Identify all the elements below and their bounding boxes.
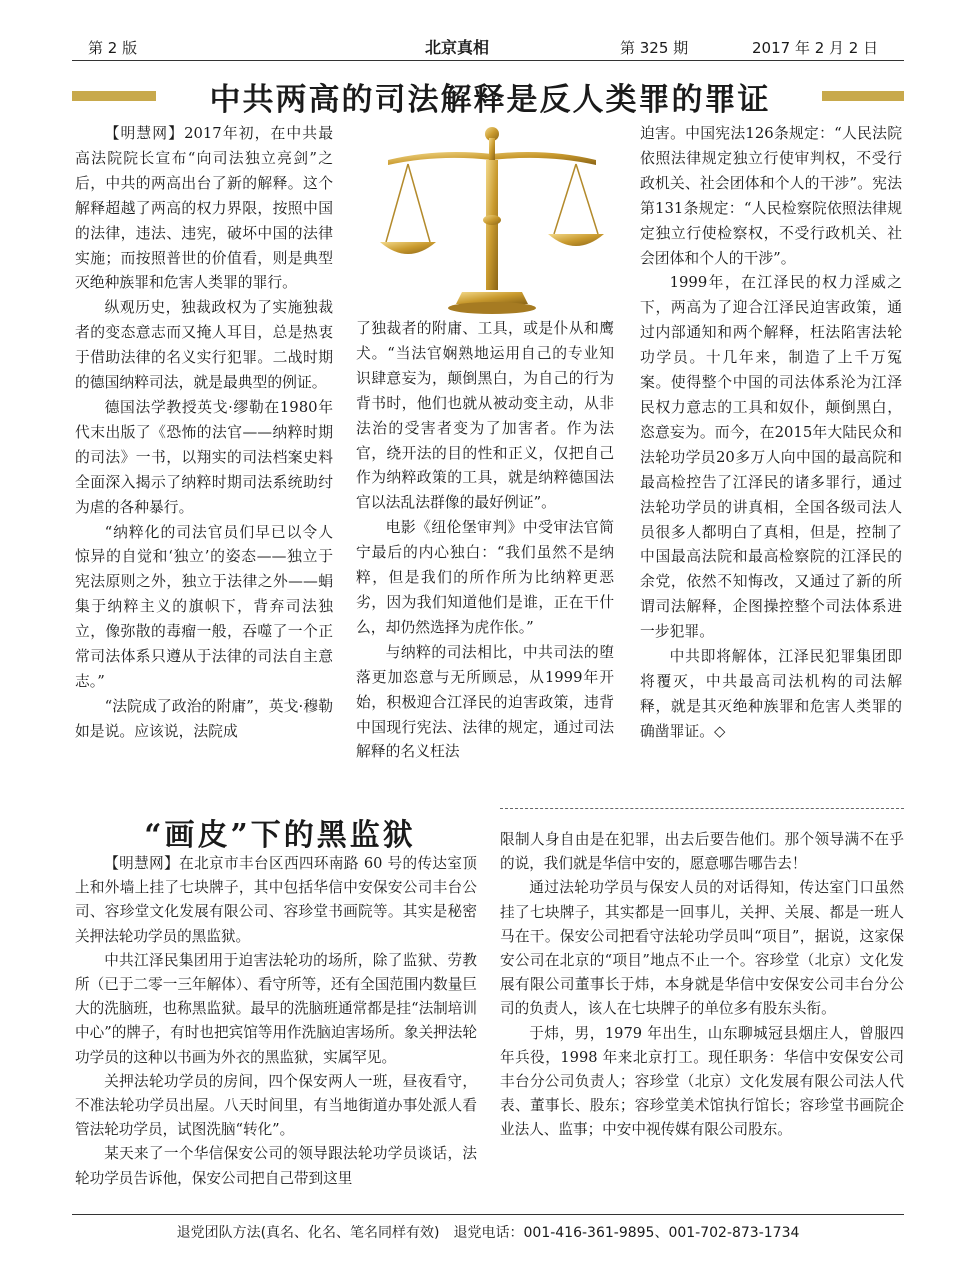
- paragraph: 1999年，在江泽民的权力淫威之下，两高为了迎合江泽民迫害政策，通过内部通知和两个解释，枉法陷害法轮功学员。十几年来，制造了上千万冤案。使得整个中国的司法体系沦为江泽民权力意志的工具和奴仆，颠倒黑白，恣意妄为。而今，在2015年大陆民众和法轮功学员20多万人向中国的最高院和最高检控告了江泽民的诸多罪行，通过法轮功学员的讲真相，全国各级司法人员很多人都明白了真相，但是，控制了中国最高法院和最高检察院的江泽民的余党，依然不知悔改，又通过了新的所谓司法解释，企图操控整个司法体系进一步犯罪。: [640, 274, 902, 641]
- issue-number: 第 325 期: [620, 39, 689, 57]
- paragraph: 与纳粹的司法相比，中共司法的堕落更加恣意与无所顾忌，从1999年开始，积极迎合江泽民的迫害政策，违背中国现行宪法、法律的规定，通过司法解释的名义枉法: [356, 643, 614, 761]
- paragraph: 【明慧网】2017年初，在中共最高法院院长宣布“向司法独立亮剑”之后，中共的两高出台了新的解释。这个解释超越了两高的权力界限，按照中国的法律，违法、违宪，破坏中国的法律实施；而按照普世的价值看，则是典型灭绝种族罪和危害人类罪的罪行。: [75, 125, 333, 292]
- issue-date: 2017 年 2 月 2 日: [752, 39, 879, 57]
- paper-name: 北京真相: [425, 38, 490, 57]
- paragraph: 某天来了一个华信保安公司的领导跟法轮功学员谈话，法轮功学员告诉他，保安公司把自己带到这里: [75, 1145, 477, 1187]
- article1-column-3: [640, 122, 902, 745]
- title-bar-right: [822, 91, 904, 101]
- paragraph: “法院成了政治的附庸”，英戈·穆勒如是说。应该说，法院成: [75, 697, 333, 740]
- article1-title: 中共两高的司法解释是反人类罪的罪证: [209, 82, 771, 118]
- paragraph: 中共江泽民集团用于迫害法轮功的场所，除了监狱、劳教所（已于二零一三年解体）、看守所等，还有全国范围内数量巨大的洗脑班，也称黑监狱。最早的洗脑班通常都是挂“法制培训中心”的牌子，有时也把宾馆等用作洗脑迫害场所。象关押法轮功学员的这种以书画为外衣的黑监狱，实属罕见。: [75, 951, 477, 1066]
- article1-column-2: [356, 317, 614, 765]
- paragraph: 中共即将解体，江泽民犯罪集团即将覆灭，中共最高司法机构的司法解释，就是其灭绝种族罪和危害人类罪的确凿罪证。◇: [640, 648, 902, 740]
- paragraph: 德国法学教授英戈·缪勒在1980年代末出版了《恐怖的法官——纳粹时期的司法》一书，以翔实的司法档案史料全面深入揭示了纳粹时期司法系统助纣为虐的各种暴行。: [75, 398, 333, 516]
- article2-title: “画皮”下的黑监狱: [144, 818, 416, 853]
- paragraph: 电影《纽伦堡审判》中受审法官简宁最后的内心独白：“我们虽然不是纳粹，但是我们的所作所为比纳粹更恶劣，因为我们知道他们是谁，正在干什么，却仍然选择为虎作伥。”: [356, 519, 614, 636]
- article1-column-1: [75, 122, 333, 745]
- article2-column-2: [500, 828, 904, 1143]
- paragraph: 【明慧网】在北京市丰台区西四环南路 60 号的传达室顶上和外墙上挂了七块牌子，其中包括华信中安保安公司丰台公司、容珍堂文化发展有限公司、容珍堂书画院等。其实是秘密关押法轮功学员的黑监狱。: [75, 855, 477, 945]
- paragraph: 关押法轮功学员的房间，四个保安两人一班，昼夜看守，不准法轮功学员出屋。八天时间里，有当地街道办事处派人看管法轮功学员，试图洗脑“转化”。: [75, 1072, 477, 1139]
- paragraph: 迫害。中国宪法126条规定：“人民法院依照法律规定独立行使审判权，不受行政机关、社会团体和个人的干涉”。宪法第131条规定：“人民检察院依照法律规定独立行使检察权，不受行政机关、社会团体和个人的干涉”。: [640, 125, 902, 267]
- footer-rule: [72, 1214, 904, 1215]
- title-bar-left: [72, 91, 156, 101]
- paragraph: 于炜，男，1979 年出生，山东聊城冠县烟庄人，曾服四年兵役，1998 年来北京打工。现任职务：华信中安保安公司丰台分公司负责人；容珍堂（北京）文化发展有限公司法人代表、董事长、股东；容珍堂美术馆执行馆长；容珍堂书画院企业法人、监事；中安中视传媒有限公司股东。: [500, 1024, 904, 1139]
- header-rule: [72, 60, 904, 61]
- paragraph: “纳粹化的司法官员们早已以令人惊异的自觉和‘独立’的姿态——独立于宪法原则之外，独立于法律之外——蜎集于纳粹主义的旗帜下，背弃司法独立，像弥散的毒瘤一般，吞噬了一个正常司法体系只遵从于法律的司法自主意志。”: [75, 523, 333, 690]
- section-divider: [500, 808, 904, 809]
- article2-column-1: [75, 852, 477, 1191]
- paragraph: 限制人身自由是在犯罪，出去后要告他们。那个领导满不在乎的说，我们就是华信中安的，愿意哪告哪告去！: [500, 831, 904, 873]
- paragraph: 通过法轮功学员与保安人员的对话得知，传达室门口虽然挂了七块牌子，其实都是一回事儿，关押、关展、都是一班人马在干。保安公司把看守法轮功学员叫“项目”，据说，这家保安公司在北京的“项目”地点不止一个。容珍堂（北京）文化发展有限公司董事长于炜，本身就是华信中安保安公司丰台分公司的负责人，该人在七块牌子的单位多有股东头衔。: [500, 879, 904, 1018]
- paragraph: 纵观历史，独裁政权为了实施独裁者的变态意志而又掩人耳目，总是热衷于借助法律的名义实行犯罪。二战时期的德国纳粹司法，就是最典型的例证。: [75, 299, 333, 392]
- page-number: 第 2 版: [88, 39, 138, 57]
- scales-of-justice-icon: [378, 120, 606, 318]
- footer-text: 退党团队方法(真名、化名、笔名同样有效) 退党电话：001-416-361-9895、001-702-873-1734: [176, 1225, 800, 1241]
- paragraph: 了独裁者的附庸、工具，或是仆从和鹰犬。“当法官娴熟地运用自己的专业知识肆意妄为，颠倒黑白，为自己的行为背书时，他们也就从被动变主动，从非法治的受害者变为了加害者。作为法官，绕开法的目的性和正义，仅把自己作为纳粹政策的工具，就是纳粹德国法官以法乱法群像的最好例证”。: [356, 320, 614, 512]
